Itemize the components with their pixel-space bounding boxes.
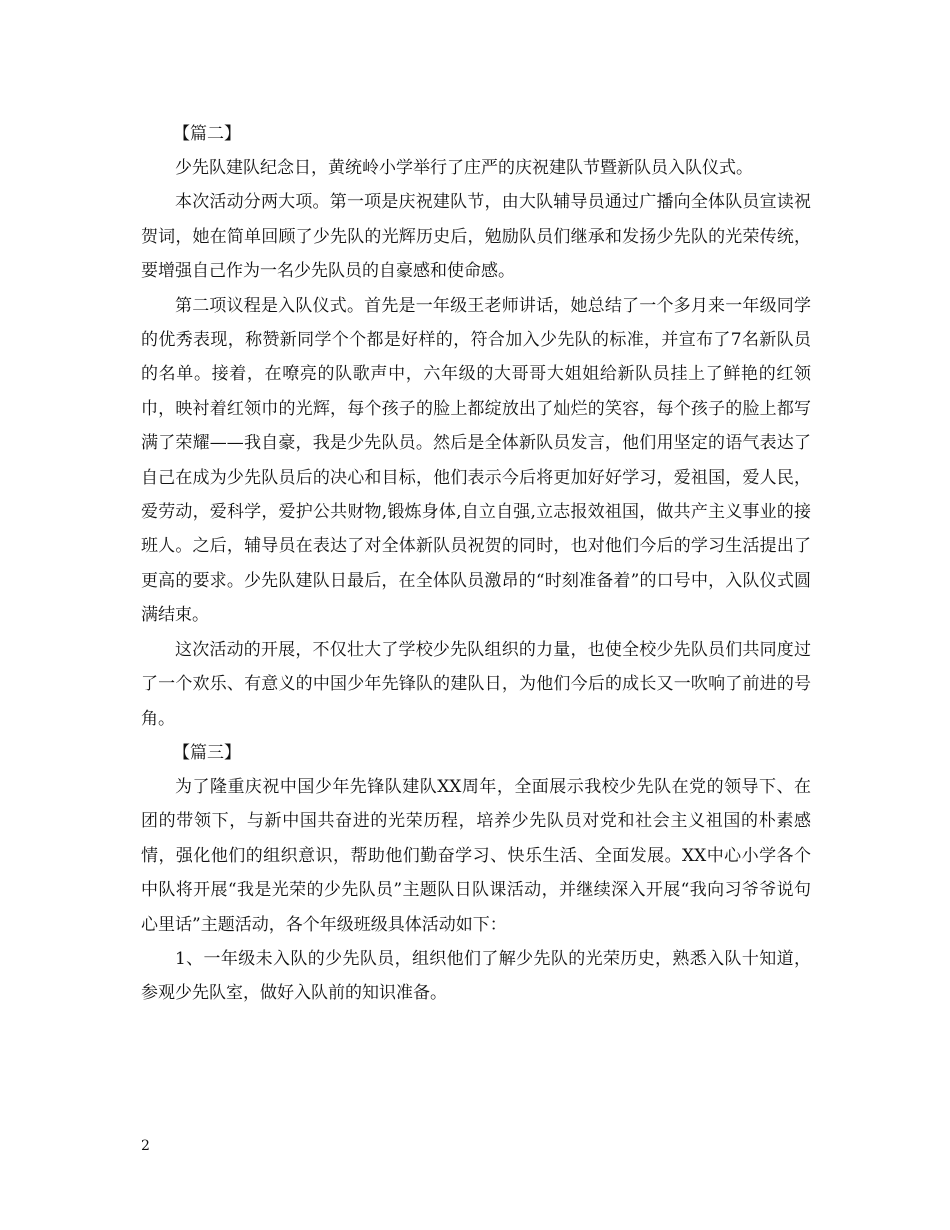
paragraph: 本次活动分两大项。第一项是庆祝建队节，由大队辅导员通过广播向全体队员宣读祝贺词，她在简单回顾了少先队的光辉历史后，勉励队员们继承和发扬少先队的光荣传统，要增强自己作为一名少先队员的自豪感和使命感。 bbox=[141, 192, 811, 282]
paragraph: 第二项议程是入队仪式。首先是一年级王老师讲话，她总结了一个多月来一年级同学的优秀表现，称赞新同学个个都是好样的，符合加入少先队的标准，并宣布了7名新队员的名单。接着，在嘹亮的队歌声中，六年级的大哥哥大姐姐给新队员挂上了鲜艳的红领巾，映衬着红领巾的光辉，每个孩子的脸上都绽放出了灿烂的笑容，每个孩子的脸上都写满了荣耀——我自豪，我是少先队员。然后是全体新队员发言，他们用坚定的语气表达了自己在成为少先队员后的决心和目标，他们表示今后将更加好好学习，爱祖国，爱人民，爱劳动，爱科学，爱护公共财物,锻炼身体,自立自强,立志报效祖国，做共产主义事业的接班人。之后，辅导员在表达了对全体新队员祝贺的同时，也对他们今后的学习生活提出了更高的要求。少先队建队日最后，在全体队员激昂的“时刻准备着”的口号中，入队仪式圆满结束。 bbox=[141, 295, 811, 626]
paragraph: 这次活动的开展，不仅壮大了学校少先队组织的力量，也使全校少先队员们共同度过了一个欢乐、有意义的中国少年先锋队的建队日，为他们今后的成长又一吹响了前进的号角。 bbox=[141, 639, 811, 729]
paragraph: 1、一年级未入队的少先队员，组织他们了解少先队的光荣历史，熟悉入队十知道，参观少先队室，做好入队前的知识准备。 bbox=[141, 948, 811, 1004]
paragraph: 为了隆重庆祝中国少年先锋队建队XX周年，全面展示我校少先队在党的领导下、在团的带领下，与新中国共奋进的光荣历程，培养少先队员对党和社会主义祖国的朴素感情，强化他们的组织意识，帮助他们勤奋学习、快乐生活、全面发展。XX中心小学各个中队将开展“我是光荣的少先队员”主题队日队课活动，并继续深入开展“我向习爷爷说句心里话”主题活动，各个年级班级具体活动如下： bbox=[141, 776, 811, 935]
page-number: 2 bbox=[141, 1138, 150, 1154]
paragraph: 少先队建队纪念日，黄统岭小学举行了庄严的庆祝建队节暨新队员入队仪式。 bbox=[175, 158, 753, 178]
section-heading-2: 【篇二】 bbox=[173, 124, 241, 144]
document-body bbox=[141, 117, 811, 1011]
section-heading-3: 【篇三】 bbox=[173, 742, 241, 763]
